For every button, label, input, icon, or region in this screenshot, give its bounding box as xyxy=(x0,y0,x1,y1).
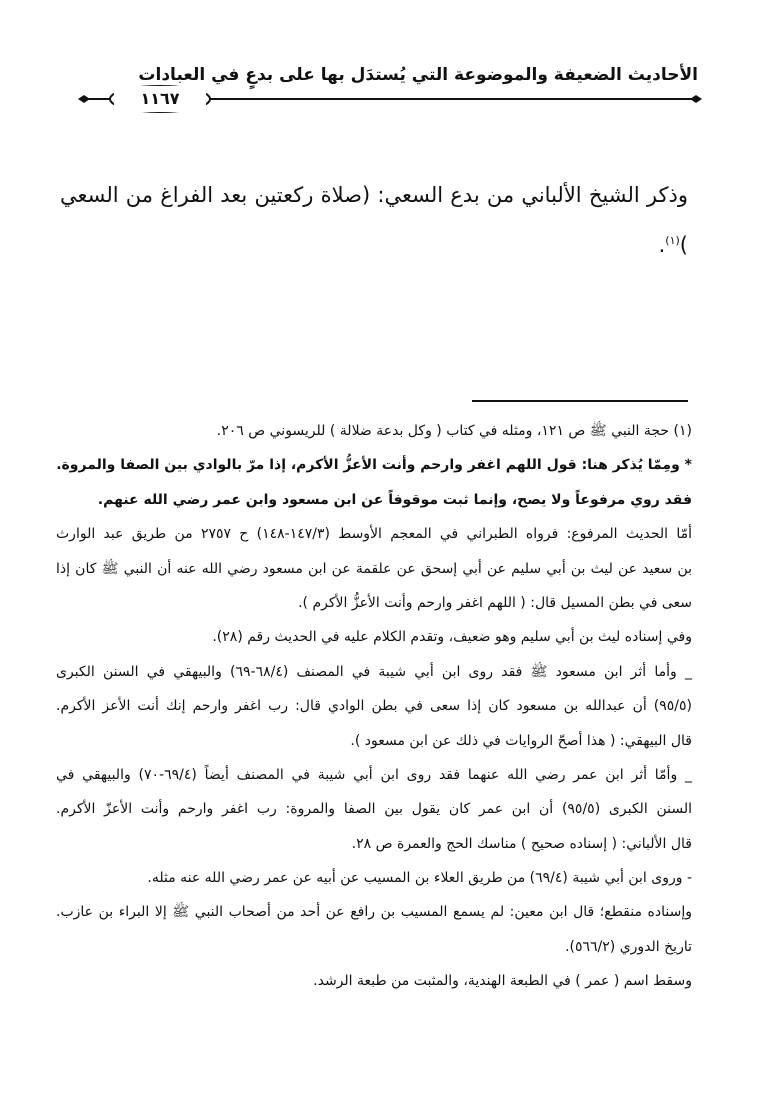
footnote-line: _ وأمّا أثر ابن عمر رضي الله عنهما فقد روى ابن أبي شيبة في المصنف أيضاً (٦٩/٤-٧٠) والبيهقي في xyxy=(56,766,693,783)
footnote-separator xyxy=(472,400,688,402)
main-paragraph-text: وذكر الشيخ الألباني من بدع السعي: (صلاة ركعتين بعد الفراغ من السعي ) xyxy=(60,183,688,257)
footnote-reference: (١) xyxy=(665,234,680,247)
footnote-line: - وروى ابن أبي شيبة (٦٩/٤) من طريق العلاء بن المسيب عن أبيه عن عمر رضي الله عنه مثله. xyxy=(147,870,692,887)
footnotes xyxy=(56,414,692,999)
footnote-line: قال البيهقي: ( هذا أصحّ الروايات في ذلك عن ابن مسعود ). xyxy=(350,732,692,749)
footnote-line: فقد روي مرفوعاً ولا يصح، وإنما ثبت موقوفاً عن ابن مسعود وابن عمر رضي الله عنهم. xyxy=(97,491,692,508)
footnote-line: تاريخ الدوري (٥٦٦/٢). xyxy=(565,938,692,955)
footnote-line: * ومِمّا يُذكر هنا: قول اللهم اغفر وارحم وأنت الأعزُّ الأكرم، إذا مرّ بالوادي بين الصفا والمروة. xyxy=(56,457,692,474)
footnote-line: وسقط اسم ( عمر ) في الطبعة الهندية، والمثبت من طبعة الرشد. xyxy=(313,973,692,990)
running-title: الأحاديث الضعيفة والموضوعة التي يُستدَل بها على بدعٍ في العبادات xyxy=(138,65,698,85)
page-number: ١١٦٧ xyxy=(114,86,206,112)
footnote-line: السنن الكبرى (٩٥/٥) أن ابن عمر كان يقول بين الصفا والمروة: رب اغفر وارحم وأنت الأعزّ الأكرم. xyxy=(56,801,692,818)
footnote-line: وإسناده منقطع؛ قال ابن معين: لم يسمع المسيب بن رافع عن أحد من أصحاب النبي ﷺ إلا البراء بن عازب. xyxy=(56,904,692,921)
footnote-line: قال الألباني: ( إسناده صحيح ) مناسك الحج والعمرة ص ٢٨. xyxy=(351,835,692,852)
footnote-line: (٩٥/٥) أن عبدالله بن مسعود كان إذا سعى في بطن الوادي قال: رب اغفر وارحم إنك أنت الأعز الأكرم. xyxy=(56,698,692,715)
footnote-line: وفي إسناده ليث بن أبي سليم وهو ضعيف، وتقدم الكلام عليه في الحديث رقم (٢٨). xyxy=(212,629,692,646)
main-paragraph: وذكر الشيخ الألباني من بدع السعي: (صلاة ركعتين بعد الفراغ من السعي )$^{(١)}$. xyxy=(60,183,688,257)
footnote-line: _ وأما أثر ابن مسعود ﷺ فقد روى ابن أبي شيبة في المصنف (٦٨/٤-٦٩) والبيهقي في السنن الكبرى xyxy=(56,663,692,680)
footnote-line: (١) حجة النبي ﷺ ص ١٢١، ومثله في كتاب ( وكل بدعة ضلالة ) للريسوني ص ٢٠٦. xyxy=(216,423,692,439)
footnote-line: بن سعيد عن ليث بن أبي سليم عن أبي إسحق عن علقمة عن ابن مسعود رضي الله عنه أن النبي ﷺ كان إذا xyxy=(56,560,692,577)
footnote-line: أمّا الحديث المرفوع: فرواه الطبراني في المعجم الأوسط (١٤٧/٣-١٤٨) ح ٢٧٥٧ من طريق عبد الوارث xyxy=(56,526,692,543)
footnote-line: سعى في بطن المسيل قال: ( اللهم اغفر وارحم وأنت الأعزُّ الأكرم ). xyxy=(298,594,692,611)
